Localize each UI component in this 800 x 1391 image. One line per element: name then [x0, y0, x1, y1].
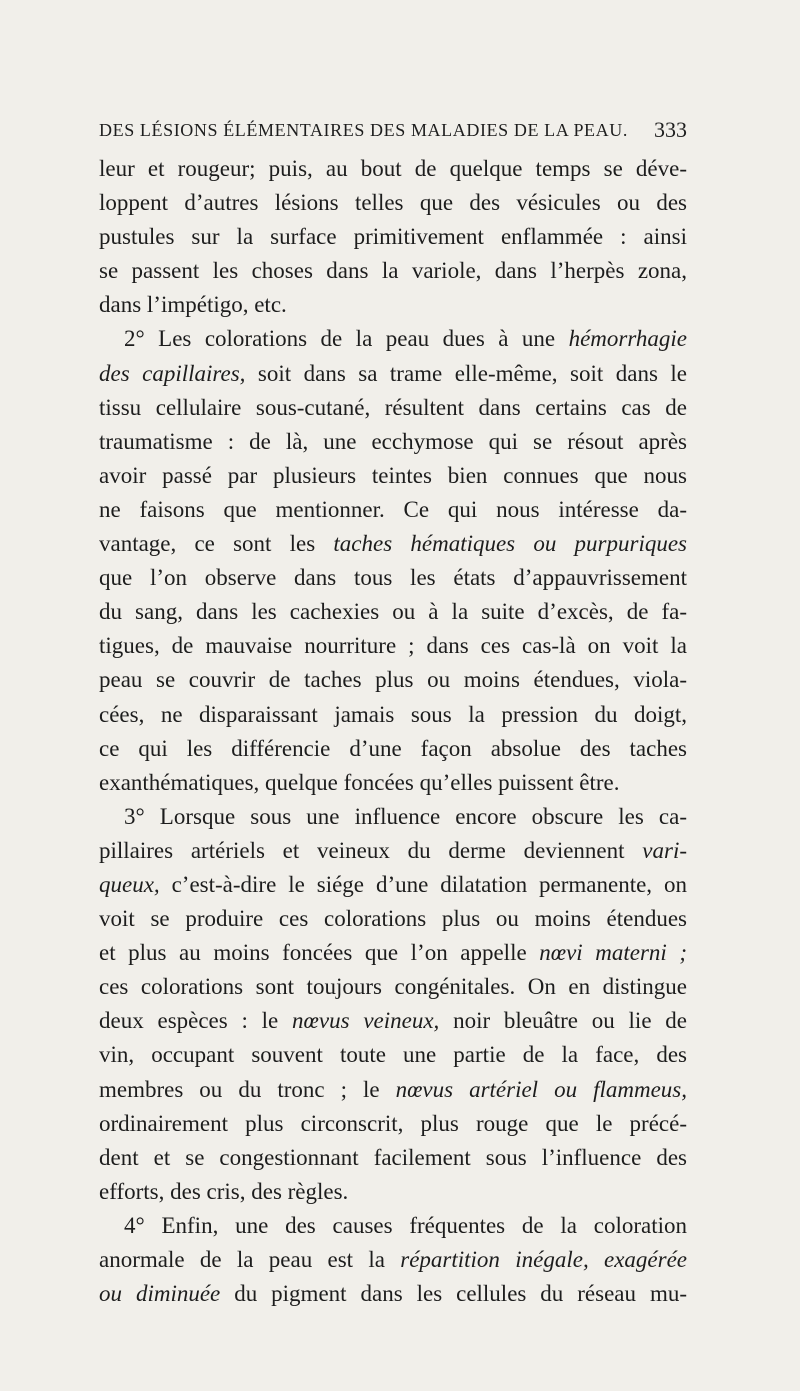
text-line: [99, 766, 687, 800]
text-line: [99, 186, 687, 220]
italic-text: ou diminuée: [99, 1281, 221, 1307]
text-segment: pillaires artériels et veineux du derme deviennent: [99, 837, 643, 863]
text-segment: avoir passé par plusieurs teintes bien connues que nous: [99, 462, 687, 488]
text-segment: dans l’impétigo, etc.: [99, 292, 287, 318]
text-segment: 4° Enfin, une des causes fréquentes de la coloration: [124, 1212, 687, 1238]
text-line: [99, 936, 687, 970]
italic-text: des capillaires,: [99, 360, 246, 386]
text-line: [99, 663, 687, 697]
text-segment: 3° Lorsque sous une influence encore obscure les ca-: [124, 803, 687, 829]
text-segment: et plus au moins foncées que l’on appelle: [99, 940, 540, 966]
text-segment: vin, occupant souvent toute une partie de la face, des: [99, 1042, 687, 1068]
text-line: [99, 834, 687, 868]
text-line: [99, 1175, 687, 1209]
italic-text: nœvus artériel ou flammeus,: [395, 1076, 687, 1102]
text-segment: loppent d’autres lésions telles que des vésicules ou des: [99, 190, 687, 216]
text-line: [99, 800, 687, 834]
text-line: [99, 1243, 687, 1277]
text-line: [99, 152, 687, 186]
text-segment: se passent les choses dans la variole, dans l’herpès zona,: [99, 258, 687, 284]
text-segment: c’est-à-dire le siége d’une dilatation permanente, on: [159, 871, 687, 897]
italic-text: répartition inégale, exagérée: [400, 1247, 687, 1272]
text-segment: vantage, ce sont les: [99, 531, 334, 557]
text-segment: anormale de la peau est la: [99, 1247, 401, 1272]
text-line: [99, 1277, 687, 1311]
text-segment: du pigment dans les cellules du réseau mu-: [220, 1281, 687, 1307]
text-segment: ordinairement plus circonscrit, plus rouge que le précé-: [99, 1110, 687, 1136]
text-segment: leur et rougeur; puis, au bout de quelque temps se déve-: [99, 156, 687, 181]
text-segment: exanthématiques, quelque foncées qu’elles puissent être.: [99, 769, 620, 795]
running-title: DES LÉSIONS ÉLÉMENTAIRES DES MALADIES DE LA PEAU.: [99, 120, 628, 140]
text-segment: 2° Les colorations de la peau dues à une: [124, 326, 569, 352]
text-line: [99, 561, 687, 595]
italic-text: taches hématiques ou purpuriques: [333, 531, 687, 557]
text-line: [99, 902, 687, 936]
italic-text: nœvus veineux,: [292, 1008, 440, 1034]
text-line: [99, 698, 687, 732]
text-segment: pustules sur la surface primitivement enflammée : ainsi: [99, 224, 687, 250]
italic-text: queux,: [99, 871, 160, 897]
text-line: [99, 1073, 687, 1107]
text-line: [99, 425, 687, 459]
text-line: [99, 493, 687, 527]
text-segment: noir bleuâtre ou lie de: [439, 1008, 688, 1034]
text-line: [99, 732, 687, 766]
text-line: [99, 1141, 687, 1175]
text-line: [99, 629, 687, 663]
text-line: [99, 595, 687, 629]
text-line: [99, 1209, 687, 1243]
italic-text: vari-: [642, 837, 687, 863]
text-line: [99, 1038, 687, 1072]
text-line: [99, 220, 687, 254]
text-segment: soit dans sa trame elle-même, soit dans le: [245, 360, 687, 386]
text-segment: ces colorations sont toujours congénitales. On en distingue: [99, 974, 687, 1000]
text-line: [99, 1004, 687, 1038]
text-line: [99, 459, 687, 493]
page-number: 333: [654, 117, 687, 142]
text-line: [99, 1107, 687, 1141]
text-segment: efforts, des cris, des règles.: [99, 1178, 349, 1204]
text-line: [99, 527, 687, 561]
text-segment: voit se produire ces colorations plus ou moins étendues: [99, 906, 687, 932]
text-line: [99, 357, 687, 391]
text-segment: tigues, de mauvaise nourriture ; dans ces cas-là on voit la: [99, 633, 687, 659]
text-line: [99, 322, 687, 356]
body-text: [99, 152, 687, 1311]
text-segment: ce qui les différencie d’une façon absolue des taches: [99, 735, 687, 761]
text-segment: peau se couvrir de taches plus ou moins étendues, viola-: [99, 667, 687, 693]
text-segment: traumatisme : de là, une ecchymose qui se résout après: [99, 428, 687, 454]
text-segment: que l’on observe dans tous les états d’appauvrissement: [99, 565, 687, 591]
text-line: [99, 970, 687, 1004]
text-segment: deux espèces : le: [99, 1008, 293, 1034]
text-line: [99, 254, 687, 288]
text-segment: tissu cellulaire sous-cutané, résultent dans certains cas de: [99, 394, 687, 420]
italic-text: hémorrhagie: [568, 326, 687, 352]
text-segment: du sang, dans les cachexies ou à la suite d’excès, de fa-: [99, 599, 687, 625]
text-segment: ne faisons que mentionner. Ce qui nous intéresse da-: [99, 496, 687, 522]
text-line: [99, 288, 687, 322]
italic-text: nœvi materni ;: [539, 940, 687, 966]
text-line: [99, 868, 687, 902]
text-segment: dent et se congestionnant facilement sous l’influence des: [99, 1144, 687, 1170]
text-segment: membres ou du tronc ; le: [99, 1076, 396, 1102]
text-line: [99, 391, 687, 425]
text-segment: cées, ne disparaissant jamais sous la pression du doigt,: [99, 701, 687, 727]
